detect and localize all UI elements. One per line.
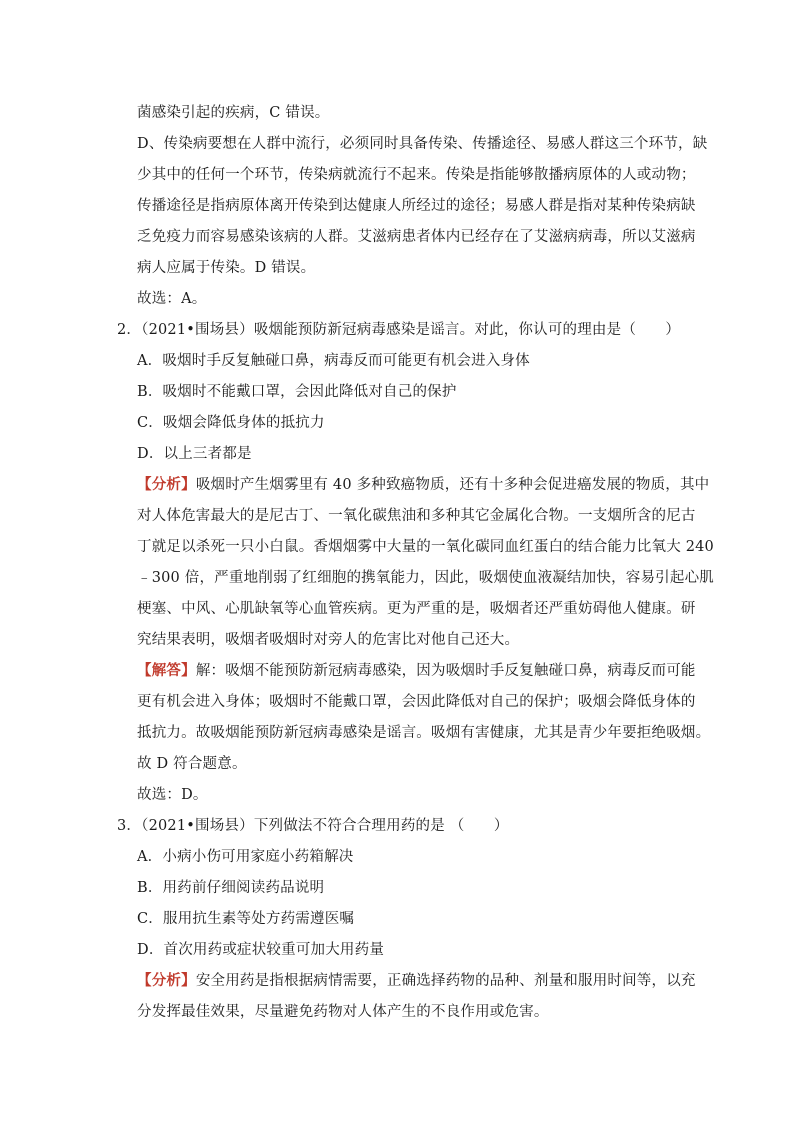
option-c: C．服用抗生素等处方药需遵医嘱 <box>137 911 355 927</box>
analysis-tag: 【分析】 <box>137 972 196 989</box>
answer-line: 故选：A。 <box>137 291 207 307</box>
text-line: 更有机会进入身体；吸烟时不能戴口罩，会因此降低对自己的保护；吸烟会降低身体的 <box>137 694 696 710</box>
text-line: 抵抗力。故吸烟能预防新冠病毒感染是谣言。吸烟有害健康，尤其是青少年要拒绝吸烟。 <box>137 725 711 741</box>
text-line: 对人体危害最大的是尼古丁、一氧化碳焦油和多种其它金属化合物。一支烟所含的尼古 <box>137 508 696 524</box>
analysis-line <box>137 971 696 991</box>
option-c: C．吸烟会降低身体的抵抗力 <box>137 415 325 431</box>
text-line: D、传染病要想在人群中流行，必须同时具备传染、传播途径、易感人群这三个环节，缺 <box>137 136 708 152</box>
text-line: 少其中的任何一个环节，传染病就流行不起来。传染是指能够散播病原体的人或动物； <box>137 167 696 183</box>
text-line: 故 D 符合题意。 <box>137 756 247 772</box>
analysis-text: 安全用药是指根据病情需要，正确选择药物的品种、剂量和服用时间等，以充 <box>195 973 696 989</box>
question-2-stem: 2．（2021•围场县）吸烟能预防新冠病毒感染是谣言。对此，你认可的理由是（ ） <box>117 322 681 338</box>
analysis-tag: 【分析】 <box>137 476 196 493</box>
option-a: A．小病小伤可用家庭小药箱解决 <box>137 849 354 865</box>
option-d: D．以上三者都是 <box>137 446 252 462</box>
text-line: 乏免疫力而容易感染该病的人群。艾滋病患者体内已经存在了艾滋病病毒，所以艾滋病 <box>137 229 696 245</box>
option-b: B．用药前仔细阅读药品说明 <box>137 880 325 896</box>
text-line: 梗塞、中风、心肌缺氧等心血管疾病。更为严重的是，吸烟者还严重妨碍他人健康。研 <box>137 601 696 617</box>
text-line: 丁就足以杀死一只小白鼠。香烟烟雾中大量的一氧化碳同血红蛋白的结合能力比氧大 240 <box>137 539 714 555</box>
option-d: D．首次用药或症状较重可加大用药量 <box>137 942 385 958</box>
analysis-line <box>137 475 709 495</box>
solution-line <box>137 661 696 681</box>
question-3-stem: 3．（2021•围场县）下列做法不符合合理用药的是 （ ） <box>117 818 509 834</box>
solution-tag: 【解答】 <box>137 662 196 679</box>
analysis-text: 吸烟时产生烟雾里有 40 多种致癌物质，还有十多种会促进癌发展的物质，其中 <box>195 477 710 493</box>
text-line: 病人应属于传染。D 错误。 <box>137 260 316 276</box>
option-a: A．吸烟时手反复触碰口鼻，病毒反而可能更有机会进入身体 <box>137 353 530 369</box>
option-b: B．吸烟时不能戴口罩，会因此降低对自己的保护 <box>137 384 457 400</box>
text-line: 究结果表明，吸烟者吸烟时对旁人的危害比对他自己还大。 <box>137 632 520 648</box>
answer-line: 故选：D。 <box>137 787 208 803</box>
text-line: 分发挥最佳效果，尽量避免药物对人体产生的不良作用或危害。 <box>137 1004 549 1020</box>
text-line: 传播途径是指病原体离开传染到达健康人所经过的途径；易感人群是指对某种传染病缺 <box>137 198 696 214</box>
text-line: 菌感染引起的疾病，C 错误。 <box>137 105 330 121</box>
solution-text: 解：吸烟不能预防新冠病毒感染，因为吸烟时手反复触碰口鼻，病毒反而可能 <box>195 663 696 679</box>
text-line: ﹣300 倍，严重地削弱了红细胞的携氧能力，因此，吸烟使血液凝结加快，容易引起心肌 <box>137 570 714 586</box>
